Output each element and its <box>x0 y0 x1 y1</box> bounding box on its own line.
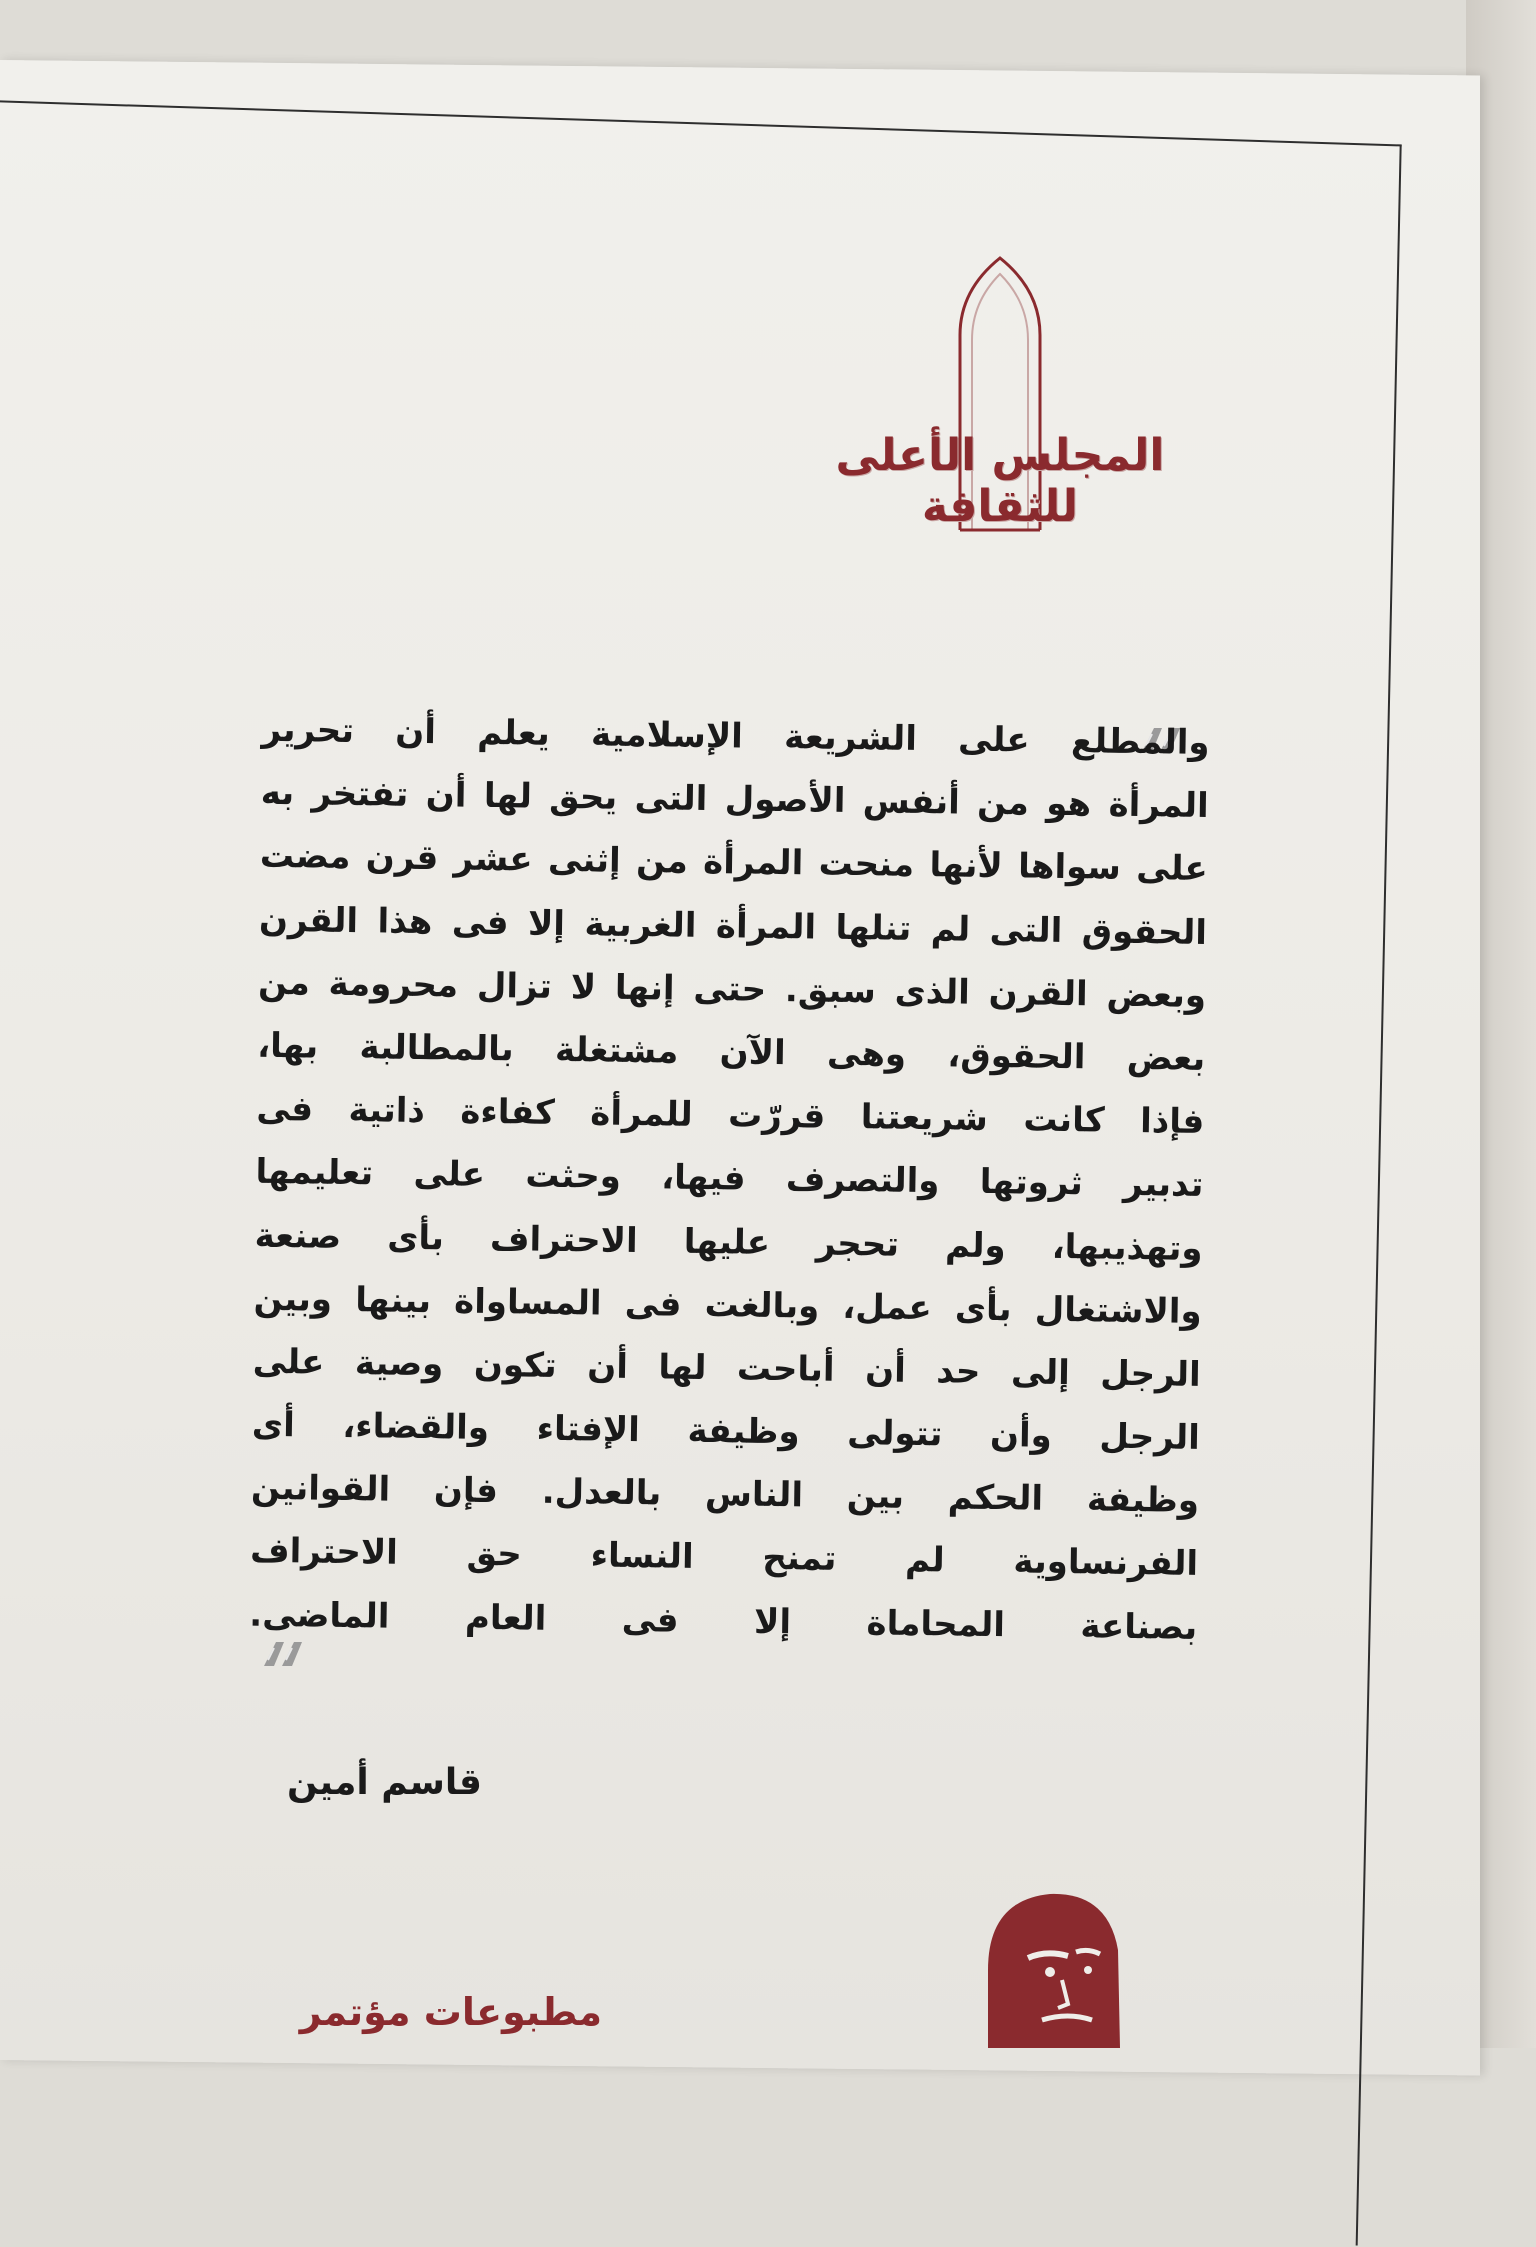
quote-line: فإذا كانت شريعتنا قررّت للمرأة كفاءة ذاتية فى <box>256 1088 1205 1143</box>
closing-quote-icon <box>260 1636 314 1672</box>
quote-line: المرأة هو من أنفس الأصول التى يحق لها أن تفتخر به <box>260 772 1209 827</box>
quote-line: الحقوق التى لم تنلها المرأة الغربية إلا فى هذا القرن <box>258 899 1208 953</box>
quote-line: بصناعة المحاماة إلا فى العام الماضى. <box>249 1594 1198 1648</box>
quote-line: وظيفة الحكم بين الناس بالعدل. فإن القوانين <box>250 1467 1200 1522</box>
quote-text-block <box>249 699 1210 1660</box>
quote-line: والمطلع على الشريعة الإسلامية يعلم أن تحرير <box>261 709 1210 763</box>
quote-line: وبعض القرن الذى سبق. حتى إنها لا تزال محرومة من <box>257 962 1207 1016</box>
logo-text: المجلس الأعلى للثقافة <box>835 430 1165 532</box>
quote-line: تدبير ثروتها والتصرف فيها، وحثت على تعليمها <box>255 1152 1204 1206</box>
publisher-series: مطبوعات مؤتمر <box>299 1990 602 2034</box>
author-portrait-icon <box>958 1880 1128 2048</box>
quote-line: الفرنساوية لم تمنح النساء حق الاحتراف <box>249 1531 1199 1585</box>
author-name: قاسم أمين <box>287 1762 482 1803</box>
quote-line: الرجل إلى حد أن أباحت لها أن تكون وصية على <box>252 1341 1202 1395</box>
quote-line: بعض الحقوق، وهى الآن مشتغلة بالمطالبة بها، <box>256 1025 1206 1079</box>
quote-line: والاشتغال بأى عمل، وبالغت فى المساواة بينها وبين <box>253 1278 1202 1332</box>
publisher-logo <box>830 240 1170 540</box>
quote-line: الرجل وأن تتولى وظيفة الإفتاء والقضاء، أى <box>251 1404 1201 1458</box>
quote-line: على سواها لأنها منحت المرأة من إثنى عشر قرن مضت <box>259 836 1209 890</box>
quote-line: وتهذيبها، ولم تحجر عليها الاحتراف بأى صنعة <box>254 1215 1203 1269</box>
